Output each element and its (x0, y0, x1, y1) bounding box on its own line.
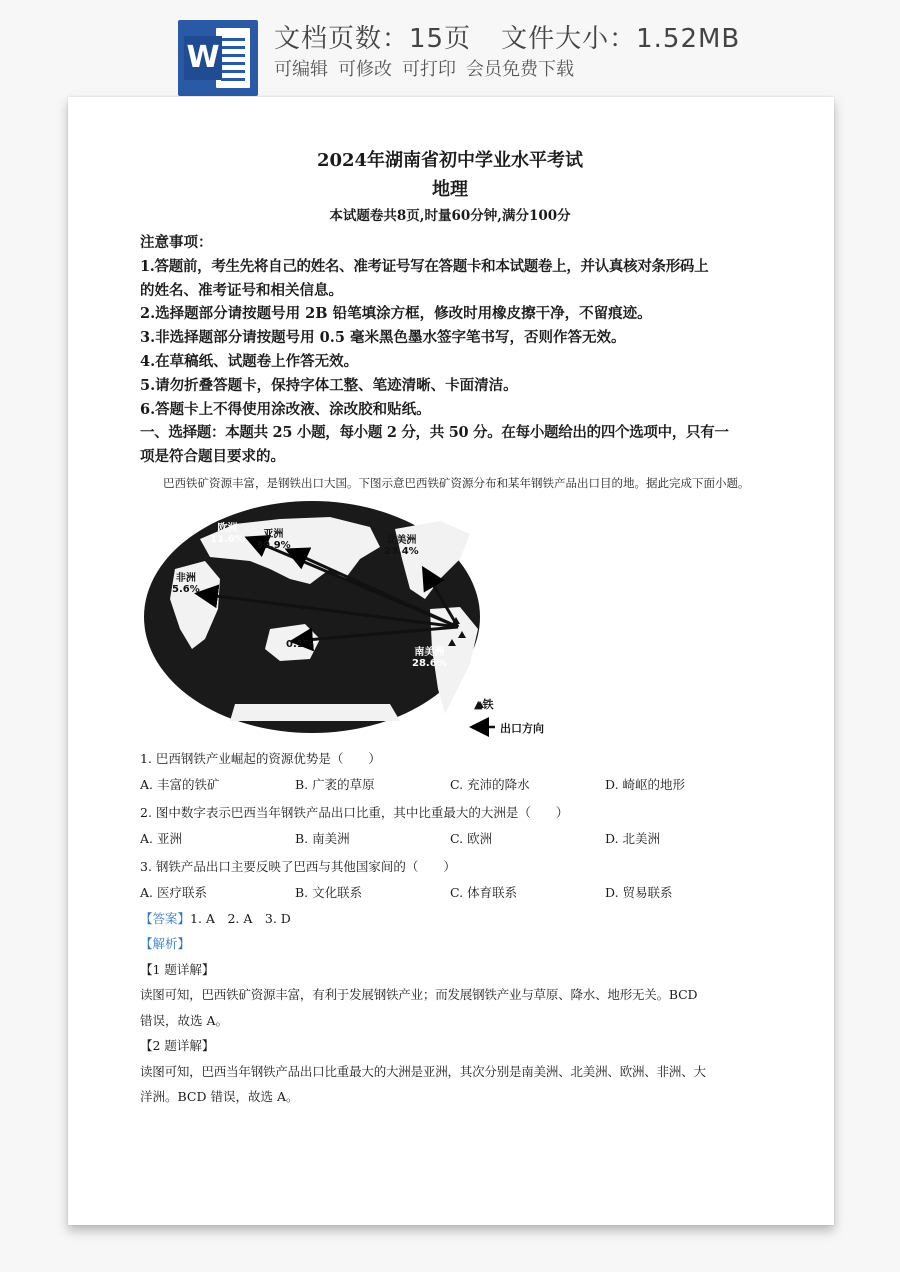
feature-printable: 可打印 (402, 59, 456, 80)
note-line: 3.非选择题部分请按题号用 0.5 毫米黑色墨水签字笔书写，否则作答无效。 (140, 329, 626, 347)
option-c: C. 充沛的降水 (450, 776, 530, 792)
document-info-header (0, 0, 900, 100)
question-3: 3. 钢铁产品出口主要反映了巴西与其他国家间的（ ） (140, 858, 456, 874)
note-line: 1.答题前，考生先将自己的姓名、准考证号写在答题卡和本试题卷上，并认真核对条形码上 (140, 257, 709, 275)
map-label-oceania: 0.1% (286, 638, 314, 650)
note-line: 4.在草稿纸、试题卷上作答无效。 (140, 352, 359, 370)
notes-title: 注意事项： (140, 234, 213, 251)
detail-2-line: 洋洲。BCD 错误，故选 A。 (140, 1089, 299, 1105)
question-2: 2. 图中数字表示巴西当年钢铁产品出口比重，其中比重最大的大洲是（ ） (140, 804, 569, 820)
option-d: D. 贸易联系 (605, 884, 673, 900)
exam-subject: 地理 (432, 179, 468, 200)
option-a: A. 亚洲 (140, 830, 182, 846)
page-count: 文档页数：15页 (274, 24, 472, 54)
section-heading: 一、选择题：本题共 25 小题，每小题 2 分，共 50 分。在每小题给出的四个选项中，只有一 项是符合题目要求的。 (140, 424, 729, 466)
option-d: D. 北美洲 (605, 830, 661, 846)
answer-tag: 【答案】 (140, 910, 191, 926)
analysis-tag: 【解析】 (140, 936, 191, 952)
exam-meta: 本试题卷共8页,时量60分钟,满分100分 (329, 208, 571, 224)
detail-1-line: 错误，故选 A。 (140, 1012, 229, 1028)
option-b: B. 广袤的草原 (295, 776, 375, 792)
map-label-africa: 非洲 5.6% (172, 572, 200, 595)
question-2-options (140, 826, 760, 852)
note-line: 的姓名、准考证号和相关信息。 (140, 281, 343, 299)
exam-title: 2024年湖南省初中学业水平考试 (316, 150, 584, 171)
map-label-north-america: 北美洲 23.4% (384, 534, 419, 557)
question-intro: 巴西铁矿资源丰富，是钢铁出口大国。下图示意巴西铁矿资源分布和某年钢铁产品出口目的地。据此完成下面小题。 (163, 475, 750, 490)
document-page (68, 97, 834, 1225)
answer-line (140, 906, 760, 932)
brazil-iron-export-map (140, 499, 560, 744)
question-3-options (140, 880, 760, 906)
feature-modifiable: 可修改 (338, 59, 392, 80)
map-label-europe: 欧洲 11.6% (210, 522, 245, 545)
feature-editable: 可编辑 (274, 59, 328, 80)
legend-iron: ▲铁 (474, 697, 494, 711)
notes-block (140, 231, 760, 421)
map-label-asia: 亚洲 30.9% (256, 528, 291, 551)
answer-text: 1. A 2. A 3. D (190, 910, 291, 926)
option-c: C. 欧洲 (450, 830, 493, 846)
word-letter: W (184, 36, 222, 80)
option-d: D. 崎岖的地形 (605, 776, 686, 792)
map-label-south-america: 南美洲 28.6% (412, 646, 447, 669)
detail-1-line: 读图可知，巴西铁矿资源丰富，有利于发展钢铁产业；而发展钢铁产业与草原、降水、地形无关。BCD (140, 987, 698, 1003)
option-b: B. 南美洲 (295, 830, 350, 846)
note-line: 6.答题卡上不得使用涂改液、涂改胶和贴纸。 (140, 400, 431, 418)
option-b: B. 文化联系 (295, 884, 363, 900)
antarctica-land (230, 704, 400, 721)
option-a: A. 丰富的铁矿 (140, 776, 220, 792)
question-1-options (140, 772, 760, 798)
question-1: 1. 巴西钢铁产业崛起的资源优势是（ ） (140, 750, 381, 766)
option-a: A. 医疗联系 (140, 884, 207, 900)
world-map-graphic (140, 499, 560, 744)
detail-2-line: 读图可知，巴西当年钢铁产品出口比重最大的大洲是亚洲，其次分别是南美洲、北美洲、欧洲、非洲、大 (140, 1063, 706, 1079)
option-c: C. 体育联系 (450, 884, 518, 900)
file-size: 文件大小：1.52MB (501, 24, 741, 54)
note-line: 5.请勿折叠答题卡，保持字体工整、笔迹清晰、卡面清洁。 (140, 376, 518, 394)
word-document-icon (178, 20, 258, 96)
detail-2-title: 【2 题详解】 (140, 1038, 215, 1054)
note-line: 2.选择题部分请按题号用 2B 铅笔填涂方框，修改时用橡皮擦干净，不留痕迹。 (140, 305, 652, 323)
detail-1-title: 【1 题详解】 (140, 961, 215, 977)
feature-member-download: 会员免费下载 (466, 59, 574, 80)
legend-export: 出口方向 (500, 721, 544, 735)
